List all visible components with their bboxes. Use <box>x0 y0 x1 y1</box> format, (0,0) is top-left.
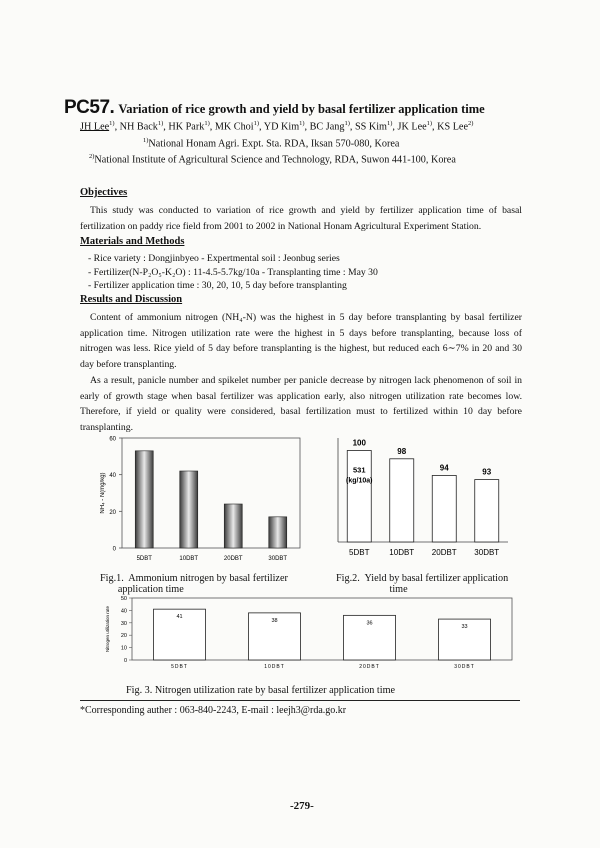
affiliation-2-marker: 2) <box>89 153 95 160</box>
data-label: 41 <box>176 614 183 621</box>
objectives-heading: Objectives <box>80 187 128 198</box>
author-name: SS Kim <box>354 121 387 133</box>
figure-3-chart <box>100 594 520 674</box>
data-label: 94 <box>439 463 449 473</box>
results-heading: Results and Discussion <box>80 294 183 305</box>
data-label: 38 <box>271 617 278 624</box>
author-name: NH Back <box>119 121 158 133</box>
x-tick-label: 20DBT <box>359 664 380 670</box>
bar <box>224 504 242 548</box>
author-name: BC Jang <box>309 121 345 133</box>
author-name: YD Kim <box>263 121 300 133</box>
bar <box>475 480 499 542</box>
bar <box>269 517 287 548</box>
footer-rule <box>80 700 520 701</box>
yield-annotation-unit: (kg/10a) <box>346 477 373 485</box>
bar <box>390 459 414 542</box>
yield-annotation-value: 531 <box>352 465 366 475</box>
author-affiliation-marker: 1) <box>344 120 350 127</box>
data-label: 100 <box>352 438 366 448</box>
y-tick-label: 0 <box>112 546 116 553</box>
y-axis-label: NH₄ - N(mg/kg) <box>100 472 106 514</box>
author-name: JH Lee <box>80 121 110 133</box>
results-paragraph-2: As a result, panicle number and spikelet number per panicle decrease by nitrogen lack phenomenon of soil in early of growth stage when basal fertilizer was application early, also nitrogen utilization rate becomes low. Therefore, if yield or quality were considered, basal fertilization must to fertilized within 10 day before transplanting. <box>80 375 522 433</box>
x-tick-label: 20DBT <box>223 556 243 562</box>
affiliation-1-text: National Honam Agri. Expt. Sta. RDA, Iksan 570-080, Korea <box>148 138 400 150</box>
y-tick-label: 40 <box>120 608 127 615</box>
paper-title-text: Variation of rice growth and yield by basal fertilizer application time <box>118 102 485 116</box>
methods-list <box>88 252 378 293</box>
paper-title <box>64 97 485 119</box>
y-tick-label: 50 <box>120 596 127 602</box>
x-tick-label: 30DBT <box>268 556 288 562</box>
data-label: 33 <box>461 624 468 631</box>
author-name: HK Park <box>168 121 205 133</box>
data-label: 93 <box>482 467 492 477</box>
author-name: MK Choi <box>214 121 254 133</box>
figure-3-caption: Fig. 3. Nitrogen utilization rate by basal fertilizer application time <box>126 685 396 696</box>
figure-1-caption: Fig.1. Ammonium nitrogen by basal fertilizer application time <box>100 573 288 595</box>
x-tick-label: 30DBT <box>454 664 475 670</box>
y-tick-label: 60 <box>109 436 116 443</box>
y-tick-label: 40 <box>109 473 116 480</box>
affiliation-1-marker: 1) <box>143 137 149 144</box>
author-affiliation-marker: 1) <box>204 120 210 127</box>
author-name: JK Lee <box>397 121 427 133</box>
y-tick-label: 0 <box>123 658 127 664</box>
affiliation-2-text: National Institute of Agricultural Science and Technology, RDA, Suwon 441-100, Korea <box>94 154 456 166</box>
data-label: 98 <box>397 446 407 456</box>
x-tick-label: 20DBT <box>431 548 457 557</box>
bar <box>180 471 198 548</box>
methods-item: - Fertilizer(N-P₂O₅-K₂O) : 11-4.5-5.7kg/10a - Transplanting time : May 30 <box>88 266 378 278</box>
author-affiliation-marker: 1) <box>426 120 433 127</box>
bar <box>432 475 456 542</box>
bar <box>347 450 371 542</box>
y-tick-label: 20 <box>120 633 127 640</box>
bar <box>135 451 153 548</box>
author-affiliation-marker: 1) <box>386 120 393 127</box>
methods-item: - Rice variety : Dongjinbyeo - Expertmental soil : Jeonbug series <box>88 253 340 264</box>
author-affiliation-marker: 2) <box>467 120 474 127</box>
page-number: -279- <box>290 800 314 812</box>
figure-2-caption: Fig.2. Yield by basal fertilizer application time <box>336 573 509 595</box>
y-tick-label: 30 <box>120 620 127 627</box>
x-tick-label: 5DBT <box>171 664 188 670</box>
author-affiliation-marker: 1) <box>299 120 305 127</box>
author-name: KS Lee <box>437 121 468 133</box>
objectives-text: This study was conducted to variation of rice growth and yield by fertilizer application time of basal fertilization on paddy rice field from 2001 to 2002 in National Honam Agricultural Experiment Station. <box>80 205 522 232</box>
x-tick-label: 5DBT <box>349 548 370 557</box>
y-tick-label: 10 <box>120 645 127 652</box>
figure-2-chart <box>330 430 515 565</box>
footer-contact: *Corresponding auther : 063-840-2243, E-mail : leejh3@rda.go.kr <box>80 705 347 716</box>
affiliation-2 <box>89 153 456 165</box>
x-tick-label: 10DBT <box>179 556 199 562</box>
methods-heading: Materials and Methods <box>80 236 185 247</box>
y-tick-label: 20 <box>109 509 116 516</box>
paper-code: PC57. <box>64 97 115 118</box>
author-affiliation-marker: 1) <box>253 120 260 127</box>
methods-item: - Fertilizer application time : 30, 20, 10, 5 day before transplanting <box>88 280 347 291</box>
affiliation-1 <box>143 137 399 149</box>
x-tick-label: 30DBT <box>474 548 500 557</box>
results-paragraph-1: Content of ammonium nitrogen (NH₄-N) was the highest in 5 day before transplanting by basal fertilizer application time. Nitrogen utilization rate were the highest in 5 days before transplanting, because loss of nitrogen was less. Rice yield of 5 day before transplanting is the highest, but reduced each 6∼7% in 20 and 30 day before transplanting. <box>80 312 522 370</box>
author-affiliation-marker: 1) <box>157 120 164 127</box>
author-affiliation-marker: 1) <box>109 120 115 127</box>
figure-1-chart <box>100 430 310 565</box>
author-list: JH Lee$^{1)}$, NH Back$^{1)}$, HK Park$^{1)}$, MK Choi$^{1)}$, YD Kim$^{1)}$, BC Jang$^{1)}$, SS Kim$^{1)}$, JK Lee$^{1)}$, KS Lee$^{2)}$ <box>80 120 474 133</box>
data-label: 36 <box>366 620 373 627</box>
x-tick-label: 5DBT <box>136 556 152 562</box>
x-tick-label: 10DBT <box>389 548 415 557</box>
y-axis-label: Nitrogen utilization rate <box>105 605 110 653</box>
x-tick-label: 10DBT <box>264 664 285 670</box>
